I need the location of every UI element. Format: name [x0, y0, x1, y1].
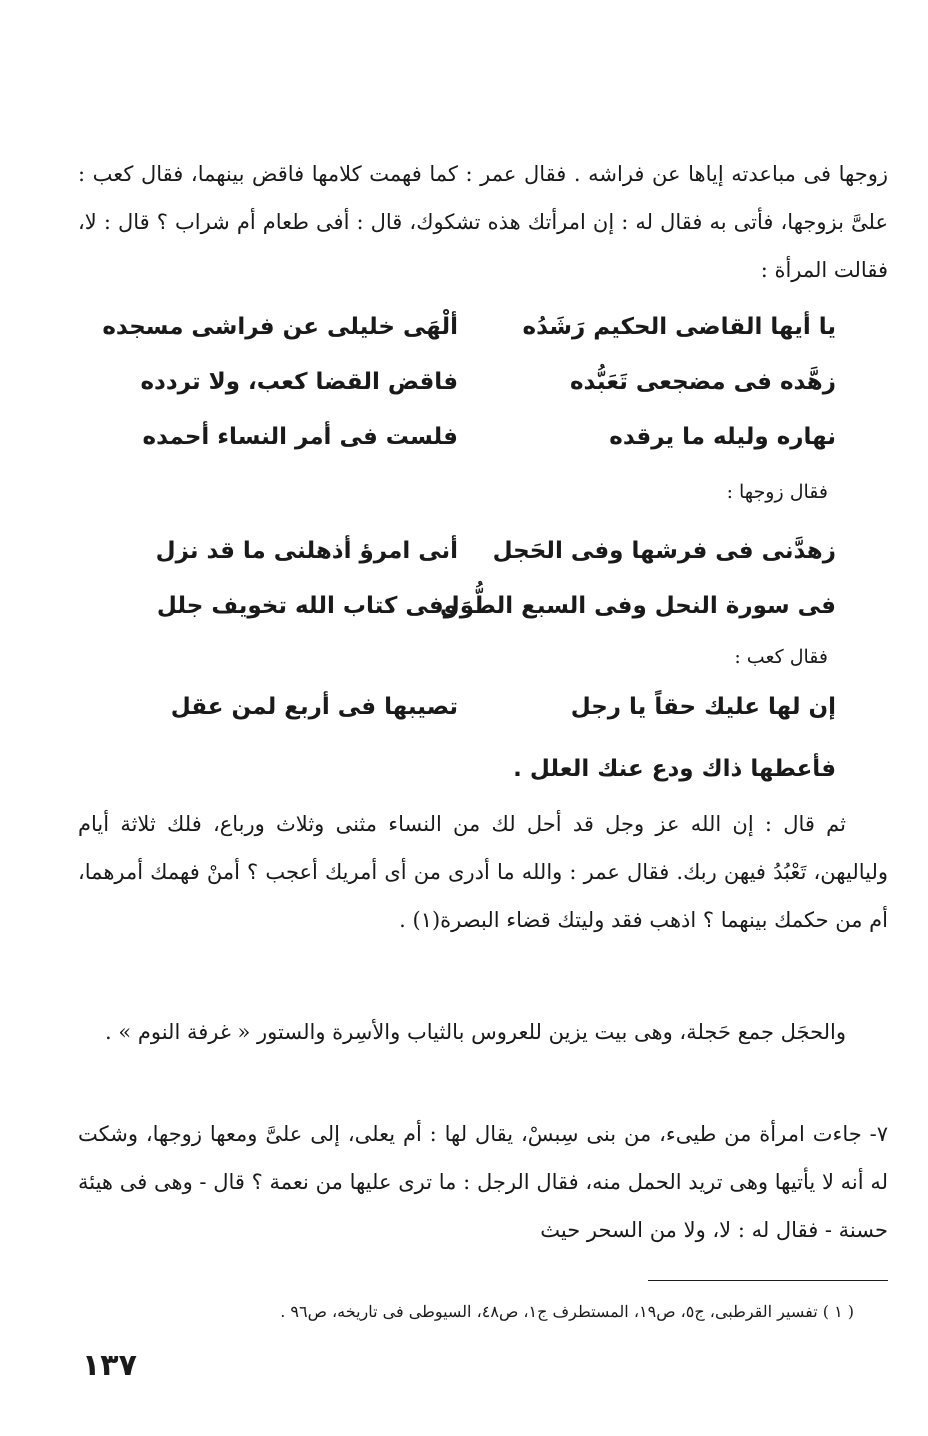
- page-number: ١٣٧: [82, 1348, 137, 1383]
- verse-first-hemistich: زهدَّنى فى فرشها وفى الحَجل: [492, 538, 836, 564]
- verse-woman-2: [0, 355, 928, 409]
- verse-kaab-1: [0, 680, 928, 734]
- verse-second-hemistich: فلست فى أمر النساء أحمده: [142, 424, 458, 450]
- verse-first-hemistich: فى سورة النحل وفى السبع الطُّوَل: [439, 593, 836, 619]
- verse-first-hemistich: نهاره وليله ما يرقده: [609, 424, 836, 450]
- paragraph-1: زوجها فى مباعدته إياها عن فراشه . فقال عمر : كما فهمت كلامها فاقض بينهما، فقال كعب : علىَّ بزوجها، فأتى به فقال له : إن امرأتك هذه تشكوك، قال : أفى طعام أم شراب ؟ قال : لا، فقالت المرأة :: [78, 162, 888, 282]
- paragraph-2: ثم قال : إن الله عز وجل قد أحل لك من النساء مثنى وثلاث ورباع، فلك ثلاثة أيام ولياليهن، تَعْبُدُ فيهن ربك. فقال عمر : والله ما أدرى من أى أمريك أعجب ؟ أمنْ فهمك أمرهما، أم من حكمك بينهما ؟ اذهب فقد وليتك قضاء البصرة(١) .: [78, 812, 888, 932]
- verse-second-hemistich: تصيبها فى أربع لمن عقل: [170, 694, 458, 720]
- verse-husband-1: [0, 524, 928, 578]
- paragraph-3: والحجَل جمع حَجلة، وهى بيت يزين للعروس بالثياب والأسِرة والستور « غرفة النوم » .: [104, 1020, 846, 1044]
- paragraph-judgement: [78, 800, 888, 944]
- verse-second-hemistich: ألْهَى خليلى عن فراشى مسجده: [102, 314, 458, 340]
- label-kaab: فقال كعب :: [734, 646, 828, 668]
- verse-husband-2: [0, 579, 928, 633]
- footnote: ( ١ ) تفسير القرطبى، ج٥، ص١٩، المستطرف ج١، ص٤٨، السيوطى فى تاريخه، ص٩٦ .: [280, 1302, 854, 1321]
- footnote-divider: [648, 1280, 888, 1281]
- paragraph-definition: [78, 1008, 888, 1056]
- verse-second-hemistich: فاقض القضا كعب، ولا تردده: [140, 369, 458, 395]
- verse-woman-1: [0, 300, 928, 354]
- verse-second-hemistich: أنى امرؤ أذهلنى ما قد نزل: [155, 538, 458, 564]
- verse-first-hemistich: إن لها عليك حقاً يا رجل: [570, 694, 836, 720]
- paragraph-case-seven: [78, 1110, 888, 1254]
- paragraph-complaint: [78, 150, 888, 294]
- verse-closing-line: فأعطها ذاك ودع عنك العلل .: [513, 756, 836, 782]
- label-husband: فقال زوجها :: [726, 481, 828, 503]
- verse-second-hemistich: وفى كتاب الله تخويف جلل: [156, 593, 458, 619]
- verse-first-hemistich: يا أيها القاضى الحكيم رَشَدُه: [522, 314, 836, 340]
- verse-first-hemistich: زهَّده فى مضجعى تَعَبُّده: [569, 369, 836, 395]
- verse-woman-3: [0, 410, 928, 464]
- paragraph-4: ٧- جاءت امرأة من طيىء، من بنى سِبسْ، يقال لها : أم يعلى، إلى علىَّ ومعها زوجها، وشكت له أنه لا يأتيها وهى تريد الحمل منه، فقال الرجل : ما ترى عليها من نعمة ؟ قال - وهى فى هيئة حسنة - فقال له : لا، ولا من السحر حيث: [78, 1122, 888, 1242]
